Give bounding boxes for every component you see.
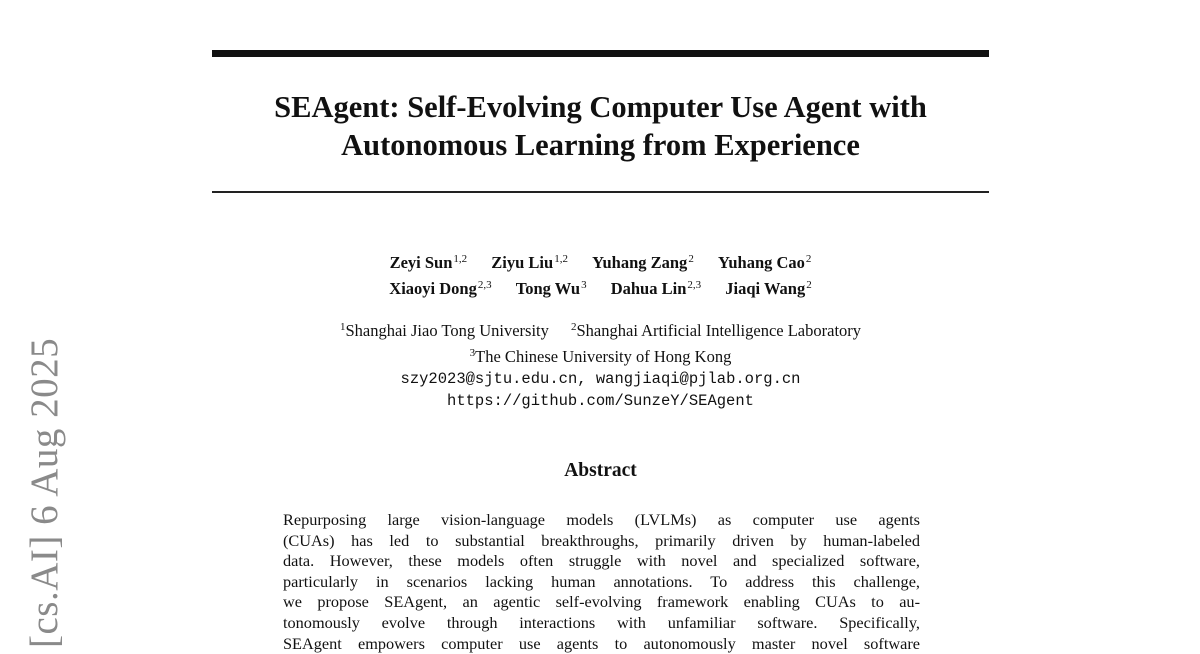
abstract-line: SEAgent empowers computer use agents to autonomously master novel software xyxy=(283,633,920,653)
author: Ziyu Liu$^{1,2}$ xyxy=(491,253,568,272)
github-link[interactable]: https://github.com/SunzeY/SEAgent xyxy=(447,392,754,410)
title-line-1: SEAgent: Self-Evolving Computer Use Agent with xyxy=(274,90,927,124)
author-list xyxy=(212,248,989,300)
affiliation: $^3$The Chinese University of Hong Kong xyxy=(469,347,732,366)
affiliation-row-1 xyxy=(212,316,989,342)
affiliation: $^1$Shanghai Jiao Tong University xyxy=(339,321,549,340)
abstract-line: we propose SEAgent, an agentic self-evolving framework enabling CUAs to au- xyxy=(283,592,920,612)
author: Zeyi Sun$^{1,2}$ xyxy=(389,253,468,272)
contact-emails[interactable]: szy2023@sjtu.edu.cn, wangjiaqi@pjlab.org.cn xyxy=(400,370,801,388)
top-rule xyxy=(212,50,989,57)
title-line-2: Autonomous Learning from Experience xyxy=(341,128,860,162)
author-row-1 xyxy=(212,248,989,274)
abstract-heading: Abstract xyxy=(564,460,637,481)
author: Yuhang Cao$^2$ xyxy=(717,253,812,272)
abstract-line: (CUAs) has led to substantial breakthroughs, primarily driven by human-labeled xyxy=(283,530,920,550)
author: Xiaoyi Dong$^{2,3}$ xyxy=(389,279,492,298)
author: Dahua Lin$^{2,3}$ xyxy=(610,279,702,298)
title-rule xyxy=(212,191,989,193)
abstract-line: Repurposing large vision-language models (LVLMs) as computer use agents xyxy=(283,510,920,529)
author-row-2 xyxy=(212,274,989,300)
affiliation-row-2 xyxy=(212,342,989,368)
arxiv-side-stamp: [cs.AI] 6 Aug 2025 xyxy=(23,337,66,648)
author: Jiaqi Wang$^2$ xyxy=(725,279,812,298)
affiliation: $^2$Shanghai Artificial Intelligence Laboratory xyxy=(571,321,862,340)
author: Yuhang Zang$^2$ xyxy=(592,253,694,272)
abstract-line: tonomously evolve through interactions with unfamiliar software. Specifically, xyxy=(283,612,920,632)
paper-title xyxy=(212,88,989,164)
abstract-body xyxy=(283,510,920,654)
abstract-line: data. However, these models often struggle with novel and specialized software, xyxy=(283,551,920,571)
author: Tong Wu$^3$ xyxy=(515,279,587,298)
affiliations xyxy=(212,316,989,412)
abstract-line: particularly in scenarios lacking human annotations. To address this challenge, xyxy=(283,571,920,591)
